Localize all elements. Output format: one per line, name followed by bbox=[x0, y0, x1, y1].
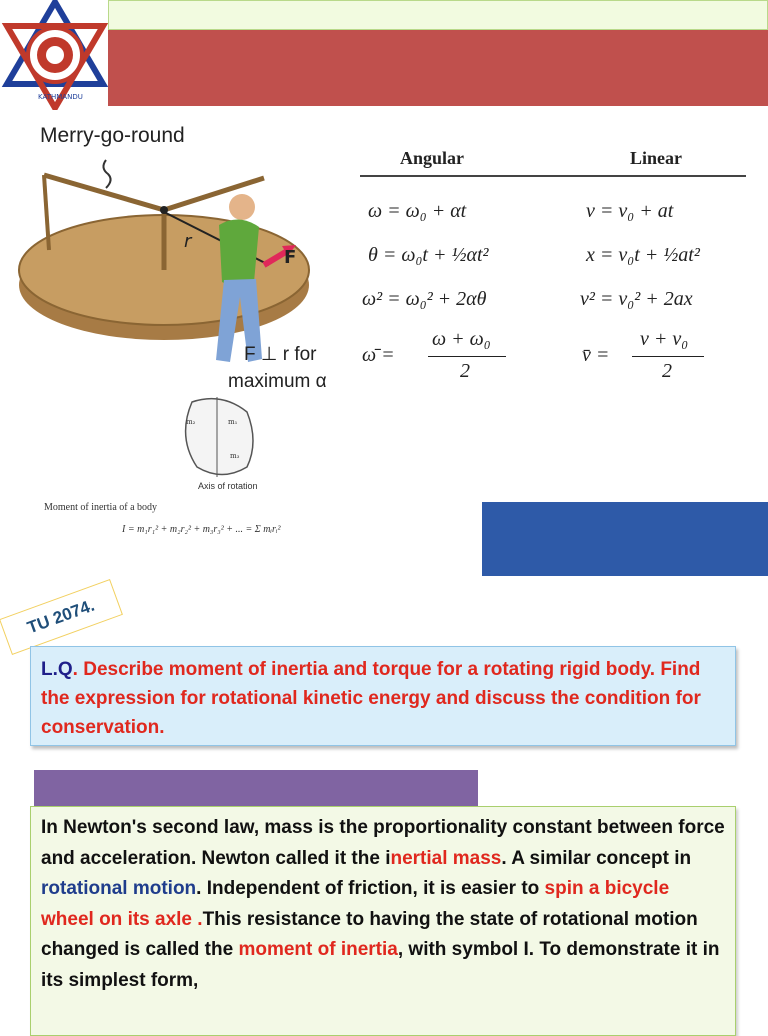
exam-year-text: TU 2074. bbox=[24, 595, 97, 638]
axis-of-rotation-label: Axis of rotation bbox=[198, 481, 258, 491]
section-heading-bar bbox=[34, 770, 478, 808]
eq-angular-avg-den: 2 bbox=[460, 360, 470, 382]
paragraph-text: This resistance to having the state of rotational motion changed is called the bbox=[41, 908, 698, 960]
moment-of-inertia-equation: I = m₁r₁² + m₂r₂² + m₃r₃² + ... = Σ mᵢrᵢ² bbox=[122, 524, 281, 535]
header-linear: Linear bbox=[630, 148, 682, 168]
paragraph-text: In Newton's second law, mass is the proportionality constant between force and acceleration. Newton called it the i bbox=[41, 817, 725, 869]
eq-linear-3: v² = v₀² + 2ax bbox=[580, 288, 693, 310]
highlight-rotational-motion: rotational motion bbox=[41, 878, 197, 899]
table-rule bbox=[360, 175, 746, 177]
question-text: . Describe moment of inertia and torque for a rotating rigid body. Find the expression for rotational kinetic energy and discuss the condition for conservation. bbox=[41, 659, 701, 738]
header-angular: Angular bbox=[400, 148, 465, 168]
svg-text:F: F bbox=[284, 247, 297, 268]
eq-angular-2: θ = ω₀t + ½αt² bbox=[368, 244, 489, 266]
svg-text:KATHMANDU: KATHMANDU bbox=[38, 93, 83, 101]
svg-text:m₁: m₁ bbox=[228, 418, 238, 426]
merry-go-round-label: Merry-go-round bbox=[40, 124, 185, 147]
eq-linear-avg-num: v + v₀ bbox=[640, 328, 689, 350]
university-logo bbox=[0, 0, 110, 110]
highlight-bicycle-wheel: spin a bicycle wheel on its axle . bbox=[41, 878, 670, 930]
exam-year-tag bbox=[0, 579, 123, 655]
header-green-strip bbox=[108, 0, 768, 30]
rigid-body-diagram bbox=[172, 392, 262, 482]
maximum-alpha-caption: maximum α bbox=[228, 371, 327, 392]
svg-text:r: r bbox=[184, 231, 192, 252]
eq-angular-1: ω = ω₀ + αt bbox=[368, 200, 467, 222]
svg-text:m₂: m₂ bbox=[186, 418, 196, 426]
blue-title-block bbox=[482, 502, 768, 576]
eq-angular-avg-num: ω + ω₀ bbox=[432, 328, 491, 350]
eq-linear-1: v = v₀ + at bbox=[586, 200, 674, 222]
moment-of-inertia-title: Moment of inertia of a body bbox=[44, 502, 158, 513]
eq-linear-2: x = v₀t + ½at² bbox=[586, 244, 700, 266]
paragraph-text: . A similar concept in bbox=[501, 847, 692, 869]
fraction-bar bbox=[428, 356, 506, 357]
highlight-moment-of-inertia: moment of inertia bbox=[238, 939, 398, 960]
explanation-paragraph bbox=[30, 806, 736, 1036]
eq-angular-3: ω² = ω₀² + 2αθ bbox=[362, 288, 487, 310]
eq-linear-avg-lhs: v̄ = bbox=[582, 344, 610, 366]
kinematics-equations-table bbox=[360, 140, 746, 400]
title-banner bbox=[108, 30, 768, 106]
force-perpendicular-caption: F ⊥ r for bbox=[244, 344, 317, 365]
eq-linear-avg-den: 2 bbox=[662, 360, 672, 382]
fraction-bar bbox=[632, 356, 704, 357]
svg-text:m₃: m₃ bbox=[230, 452, 240, 460]
paragraph-text: . Independent of friction, it is easier to bbox=[196, 878, 545, 899]
highlight-inertial-mass: nertial mass bbox=[390, 847, 502, 869]
eq-angular-avg-lhs: ω̄ = bbox=[362, 344, 395, 366]
question-prefix: L.Q bbox=[41, 659, 73, 680]
long-question-box bbox=[30, 646, 736, 746]
paragraph-text: , with symbol I. To demonstrate it in its simplest form, bbox=[41, 939, 720, 991]
